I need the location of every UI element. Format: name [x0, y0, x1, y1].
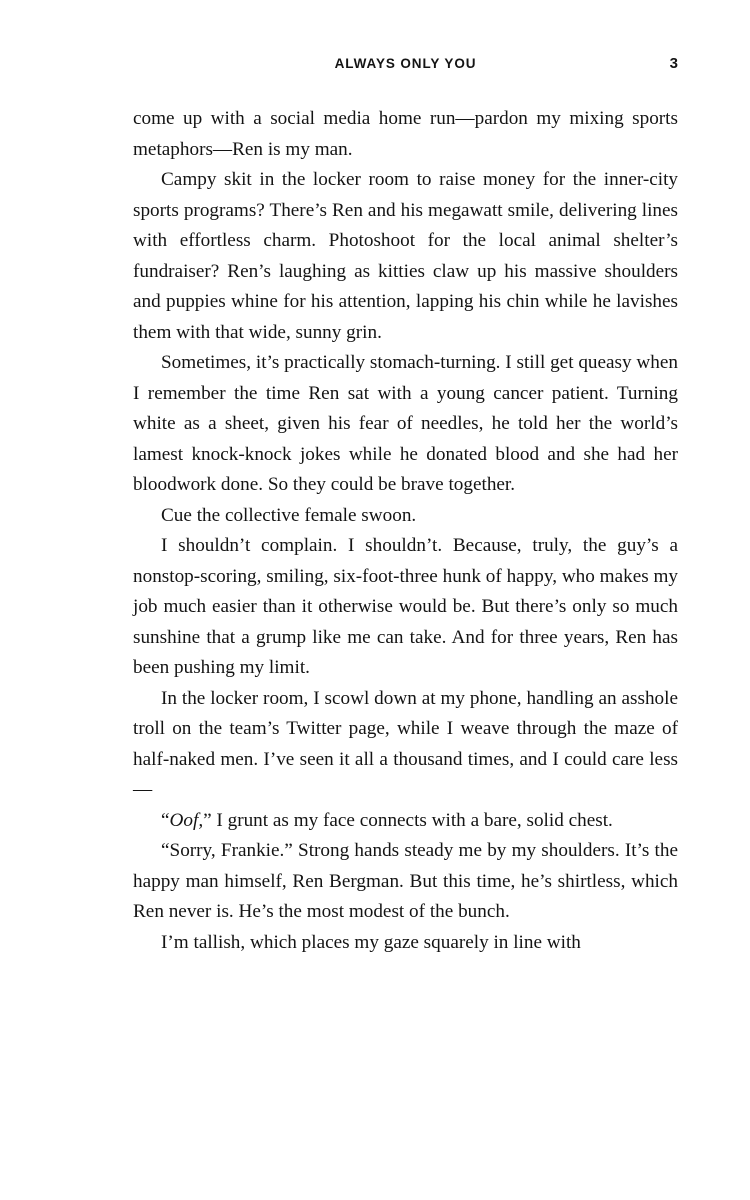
paragraph: Cue the collective female swoon.: [161, 504, 417, 526]
paragraph: Campy skit in the locker room to raise money for the inner-city sports programs? There’s Ren and his megawatt smile, delivering lines with effortless charm. Photoshoot for the local animal shelter’s fundraiser? Ren’s laughing as kitties claw up his massive shoulders and puppies whine for his attention, lapping his chin while he lavishes them with that wide, sunny grin.: [133, 169, 678, 343]
paragraph: I shouldn’t complain. I shouldn’t. Because, truly, the guy’s a nonstop-scoring, smiling, six-foot-three hunk of happy, who makes my job much easier than it otherwise would be. But there’s only so much sunshine that a grump like me can take. And for three years, Ren has been pushing my limit.: [133, 535, 678, 678]
running-title: ALWAYS ONLY YOU: [334, 56, 477, 71]
page-number: 3: [669, 55, 678, 72]
paragraph: come up with a social media home run—pardon my mixing sports metaphors—Ren is my man.: [133, 108, 678, 160]
italic-word: Oof,: [169, 809, 204, 831]
page-header: [133, 56, 678, 76]
paragraph-with-italic: [133, 806, 678, 837]
paragraph: I’m tallish, which places my gaze squarely in line with: [161, 931, 581, 953]
body-text: [133, 104, 678, 958]
paragraph: Sometimes, it’s practically stomach-turning. I still get queasy when I remember the time Ren sat with a young cancer patient. Turning white as a sheet, given his fear of needles, he told her the world’s lamest knock-knock jokes while he donated blood and she had her bloodwork done. So they could be brave together.: [133, 352, 678, 495]
open-quote: “: [161, 809, 170, 831]
paragraph-remainder: ” I grunt as my face connects with a bare, solid chest.: [203, 809, 613, 831]
paragraph: “Sorry, Frankie.” Strong hands steady me by my shoulders. It’s the happy man himself, Ren Bergman. But this time, he’s shirtless, which Ren never is. He’s the most modest of the bunch.: [133, 840, 678, 922]
paragraph: In the locker room, I scowl down at my phone, handling an asshole troll on the team’s Twitter page, while I weave through the maze of half-naked men. I’ve seen it all a thousand times, and I could care less—: [133, 687, 678, 800]
